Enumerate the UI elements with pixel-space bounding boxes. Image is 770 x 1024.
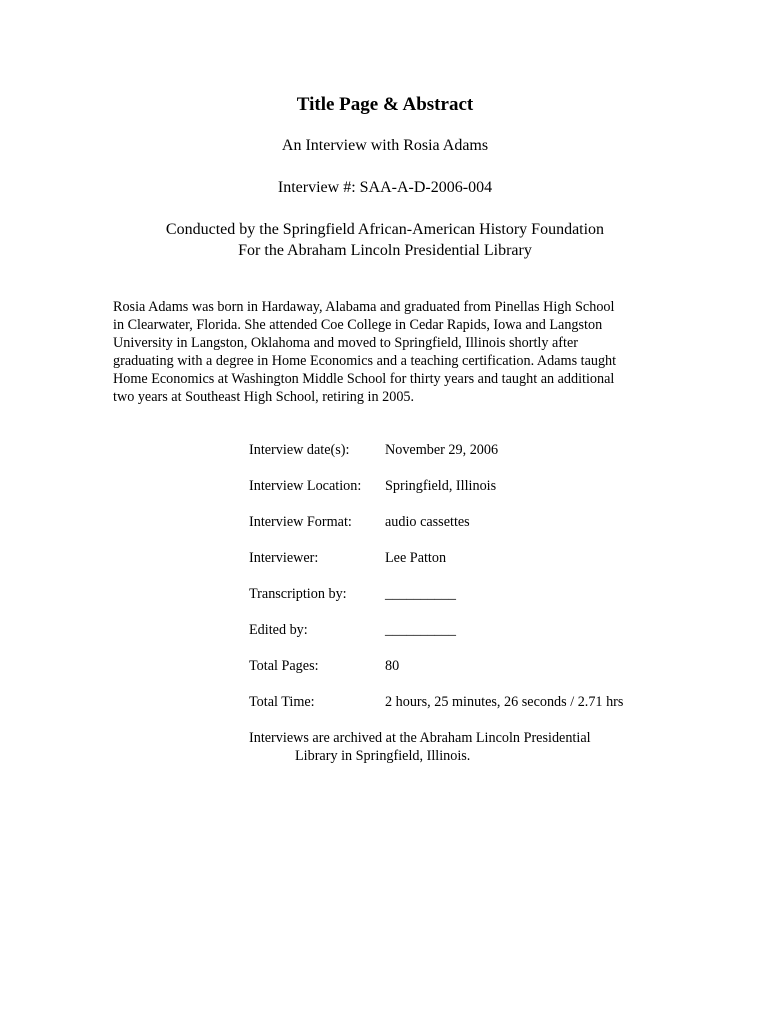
- detail-row-interviewer: [249, 549, 669, 585]
- detail-label: Transcription by:: [249, 586, 347, 602]
- detail-label: Interview Location:: [249, 478, 362, 494]
- abstract-line: graduating with a degree in Home Economics and a teaching certification. Adams taught: [113, 353, 617, 369]
- detail-value: __________: [385, 622, 456, 638]
- page-title: Title Page & Abstract: [296, 94, 474, 115]
- detail-row-total-pages: [249, 657, 669, 693]
- detail-label: Total Time:: [249, 694, 315, 710]
- detail-label: Interview date(s):: [249, 442, 350, 458]
- archive-note: [249, 729, 591, 765]
- detail-row-interview-location: [249, 477, 669, 513]
- detail-value: Springfield, Illinois: [385, 478, 497, 494]
- detail-value: __________: [385, 586, 456, 602]
- abstract-line: University in Langston, Oklahoma and moved to Springfield, Illinois shortly after: [113, 335, 578, 351]
- interview-details: [249, 441, 669, 729]
- detail-value: 80: [385, 658, 400, 674]
- detail-row-transcription-by: [249, 585, 669, 621]
- detail-value: 2 hours, 25 minutes, 26 seconds / 2.71 hrs: [385, 694, 624, 710]
- abstract-line: in Clearwater, Florida. She attended Coe College in Cedar Rapids, Iowa and Langston: [113, 317, 603, 333]
- detail-row-total-time: [249, 693, 669, 729]
- archive-note-line: Library in Springfield, Illinois.: [295, 748, 471, 764]
- abstract-line: Rosia Adams was born in Hardaway, Alabama and graduated from Pinellas High School: [113, 299, 615, 315]
- detail-row-interview-date: [249, 441, 669, 477]
- archive-note-line: Interviews are archived at the Abraham Lincoln Presidential: [249, 730, 591, 746]
- for-library-line: For the Abraham Lincoln Presidential Library: [238, 242, 532, 259]
- detail-label: Interview Format:: [249, 514, 352, 530]
- detail-label: Interviewer:: [249, 550, 319, 566]
- abstract-line: two years at Southeast High School, retiring in 2005.: [113, 389, 415, 405]
- detail-label: Total Pages:: [249, 658, 319, 674]
- interview-subtitle: An Interview with Rosia Adams: [281, 137, 489, 154]
- detail-label: Edited by:: [249, 622, 308, 638]
- detail-row-interview-format: [249, 513, 669, 549]
- conducted-by-line: Conducted by the Springfield African-American History Foundation: [165, 221, 605, 238]
- detail-value: audio cassettes: [385, 514, 470, 530]
- interview-number: Interview #: SAA-A-D-2006-004: [277, 179, 493, 196]
- abstract-line: Home Economics at Washington Middle School for thirty years and taught an additional: [113, 371, 615, 387]
- detail-value: November 29, 2006: [385, 442, 499, 458]
- detail-row-edited-by: [249, 621, 669, 657]
- detail-value: Lee Patton: [385, 550, 447, 566]
- abstract-paragraph: [113, 298, 673, 406]
